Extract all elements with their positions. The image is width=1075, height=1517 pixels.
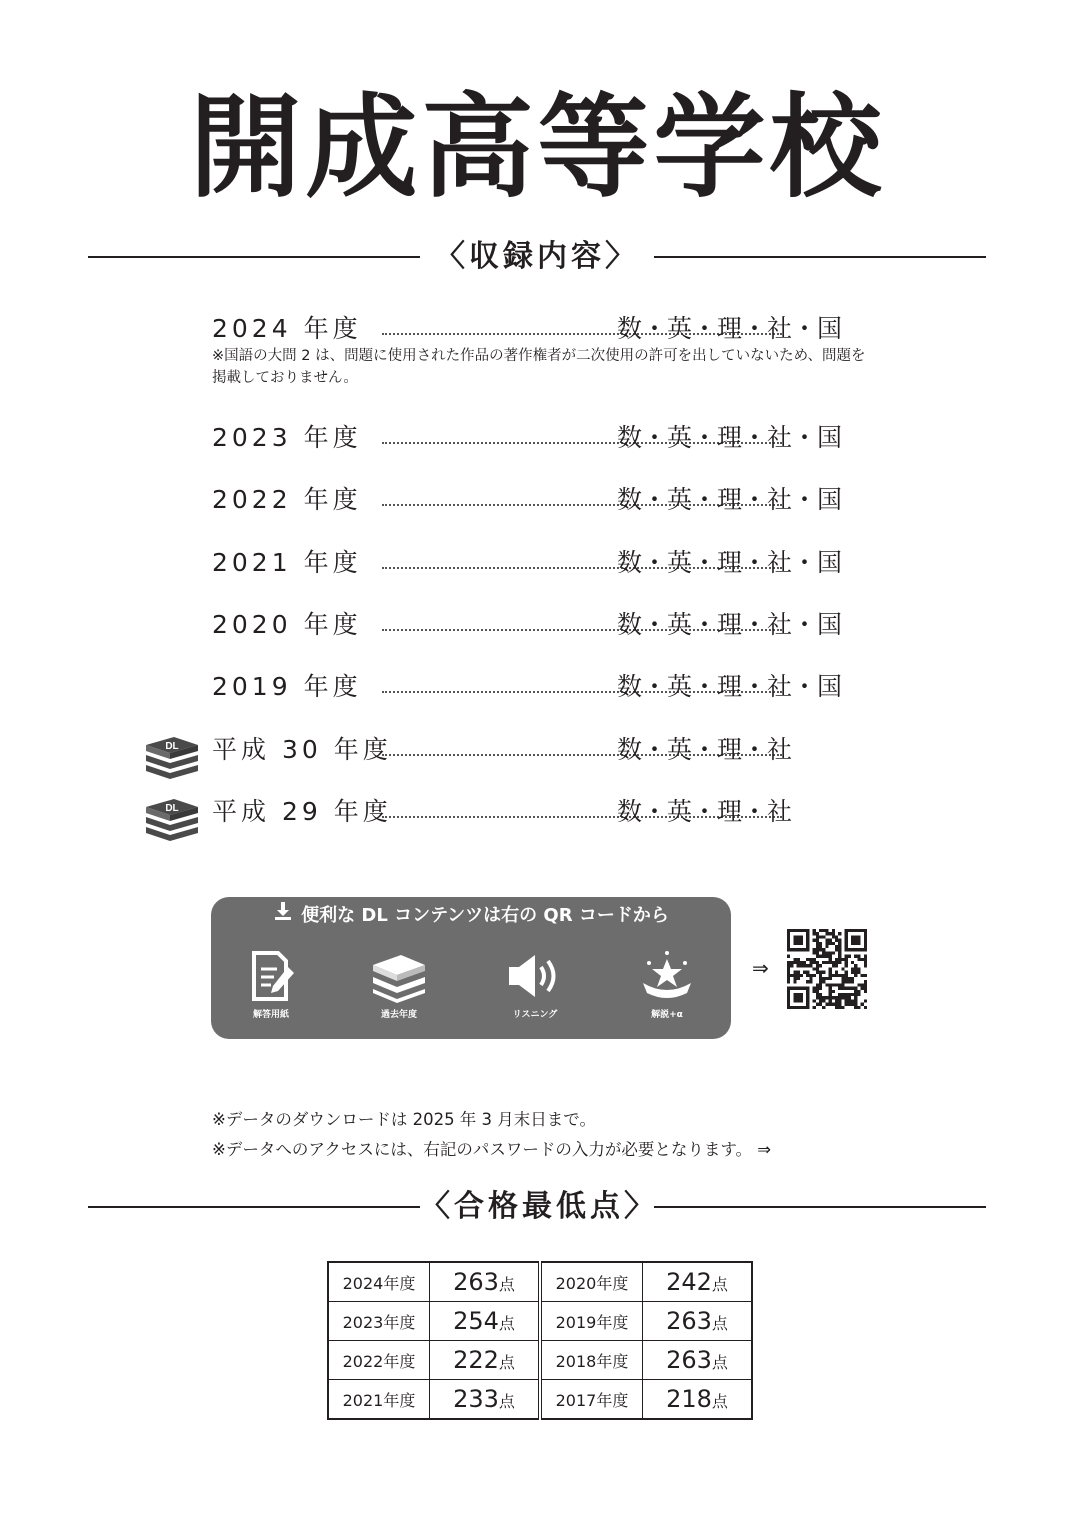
contents-row-2021	[212, 543, 872, 583]
contents-subjects: 数・英・理・社	[617, 797, 793, 826]
right-score: 263	[666, 1307, 712, 1335]
left-year: 2023年度	[342, 1312, 416, 1332]
contents-subjects: 数・英・理・社・国	[617, 548, 843, 577]
right-year-cell	[540, 1380, 643, 1420]
left-score: 263	[453, 1268, 499, 1296]
download-notes	[212, 1105, 771, 1165]
left-year: 2021年度	[342, 1390, 416, 1410]
left-year-cell	[328, 1302, 430, 1341]
left-score-cell	[430, 1262, 541, 1302]
dl-contents-banner	[211, 897, 731, 1039]
divider-line	[654, 256, 986, 258]
answer-sheet-icon	[244, 949, 298, 1003]
contents-subjects: 数・英・理・社・国	[617, 423, 843, 452]
qr-code[interactable]	[787, 929, 867, 1009]
left-year-cell	[328, 1380, 430, 1420]
contents-row-2019	[212, 667, 872, 707]
divider-line	[654, 1206, 986, 1208]
score-unit: 点	[711, 1314, 728, 1333]
feature-caption: 解答用紙	[252, 1010, 289, 1020]
speaker-icon	[505, 949, 565, 1003]
contents-header-label: 〈収録内容〉	[435, 239, 639, 274]
right-score: 218	[666, 1385, 712, 1413]
left-score: 222	[453, 1346, 499, 1374]
contents-subjects: 数・英・理・社・国	[617, 610, 843, 639]
contents-year: 2023 年度	[212, 423, 362, 452]
arrow-to-qr: ⇒	[752, 956, 769, 980]
feature-caption: 過去年度	[380, 1010, 417, 1020]
score-unit: 点	[711, 1275, 728, 1294]
contents-year: 平成 30 年度	[212, 735, 392, 764]
contents-subjects: 数・英・理・社・国	[617, 314, 843, 343]
left-score: 254	[453, 1307, 499, 1335]
right-year-cell	[540, 1341, 643, 1380]
contents-year: 2020 年度	[212, 610, 362, 639]
left-year-cell	[328, 1341, 430, 1380]
contents-year: 2022 年度	[212, 485, 362, 514]
contents-subjects: 数・英・理・社・国	[617, 672, 843, 701]
feature-answer-sheet	[211, 949, 331, 1020]
left-year-cell	[328, 1262, 430, 1302]
banner-heading-text: 便利な DL コンテンツは右の QR コードから	[301, 905, 669, 926]
feature-explanation	[607, 949, 727, 1020]
dl-books-icon	[140, 793, 202, 843]
left-year: 2022年度	[342, 1351, 416, 1371]
banner-heading	[211, 901, 731, 931]
minimum-scores-table	[327, 1261, 753, 1420]
table-row	[328, 1302, 752, 1341]
left-score-cell	[430, 1302, 541, 1341]
right-score-cell	[643, 1341, 753, 1380]
divider-line	[88, 256, 420, 258]
right-year: 2019年度	[555, 1312, 629, 1332]
school-title: 開成高等学校	[189, 83, 886, 213]
password-note: ※データへのアクセスには、右記のパスワードの入力が必要となります。 ⇒	[212, 1140, 772, 1159]
table-row	[328, 1262, 752, 1302]
contents-year: 2019 年度	[212, 672, 362, 701]
contents-row-2020	[212, 605, 872, 645]
dl-books-icon	[140, 731, 202, 781]
table-row	[328, 1380, 752, 1420]
copyright-note: ※国語の大問 2 は、問題に使用された作品の著作権者が二次使用の許可を出していないため、問題を掲載しておりません。	[212, 348, 866, 386]
feature-caption: リスニング	[512, 1010, 558, 1020]
contents-row-2024	[212, 309, 872, 349]
download-deadline-note: ※データのダウンロードは 2025 年 3 月末日まで。	[212, 1110, 596, 1129]
contents-year: 平成 29 年度	[212, 797, 392, 826]
right-year: 2017年度	[555, 1390, 629, 1410]
right-year: 2020年度	[555, 1273, 629, 1293]
table-row	[328, 1341, 752, 1380]
right-year-cell	[540, 1302, 643, 1341]
scores-header-label: 〈合格最低点〉	[420, 1189, 658, 1224]
contents-subjects: 数・英・理・社	[617, 735, 793, 764]
contents-row-h29	[212, 792, 872, 832]
divider-line	[88, 1206, 420, 1208]
right-score-cell	[643, 1380, 753, 1420]
right-score: 263	[666, 1346, 712, 1374]
contents-year: 2021 年度	[212, 548, 362, 577]
contents-row-2023	[212, 418, 872, 458]
right-year: 2018年度	[555, 1351, 629, 1371]
feature-listening	[475, 949, 595, 1020]
right-year-cell	[540, 1262, 643, 1302]
right-score: 242	[666, 1268, 712, 1296]
score-unit: 点	[498, 1314, 515, 1333]
download-icon	[273, 901, 293, 931]
star-ribbon-icon	[637, 949, 697, 1003]
feature-past-years	[339, 949, 459, 1020]
right-score-cell	[643, 1302, 753, 1341]
contents-row-2022	[212, 480, 872, 520]
contents-year: 2024 年度	[212, 314, 362, 343]
left-score: 233	[453, 1385, 499, 1413]
scores-section-header	[88, 1187, 986, 1227]
books-icon	[369, 949, 429, 1003]
left-year: 2024年度	[342, 1273, 416, 1293]
contents-row-h30	[212, 730, 872, 770]
contents-subjects: 数・英・理・社・国	[617, 485, 843, 514]
feature-caption: 解説+α	[651, 1010, 683, 1020]
contents-section-header	[88, 237, 986, 277]
svg-text:DL: DL	[165, 803, 179, 814]
score-unit: 点	[711, 1353, 728, 1372]
svg-text:DL: DL	[165, 741, 179, 752]
score-unit: 点	[498, 1392, 515, 1411]
score-unit: 点	[498, 1353, 515, 1372]
left-score-cell	[430, 1380, 541, 1420]
left-score-cell	[430, 1341, 541, 1380]
score-unit: 点	[498, 1275, 515, 1294]
score-unit: 点	[711, 1392, 728, 1411]
right-score-cell	[643, 1262, 753, 1302]
